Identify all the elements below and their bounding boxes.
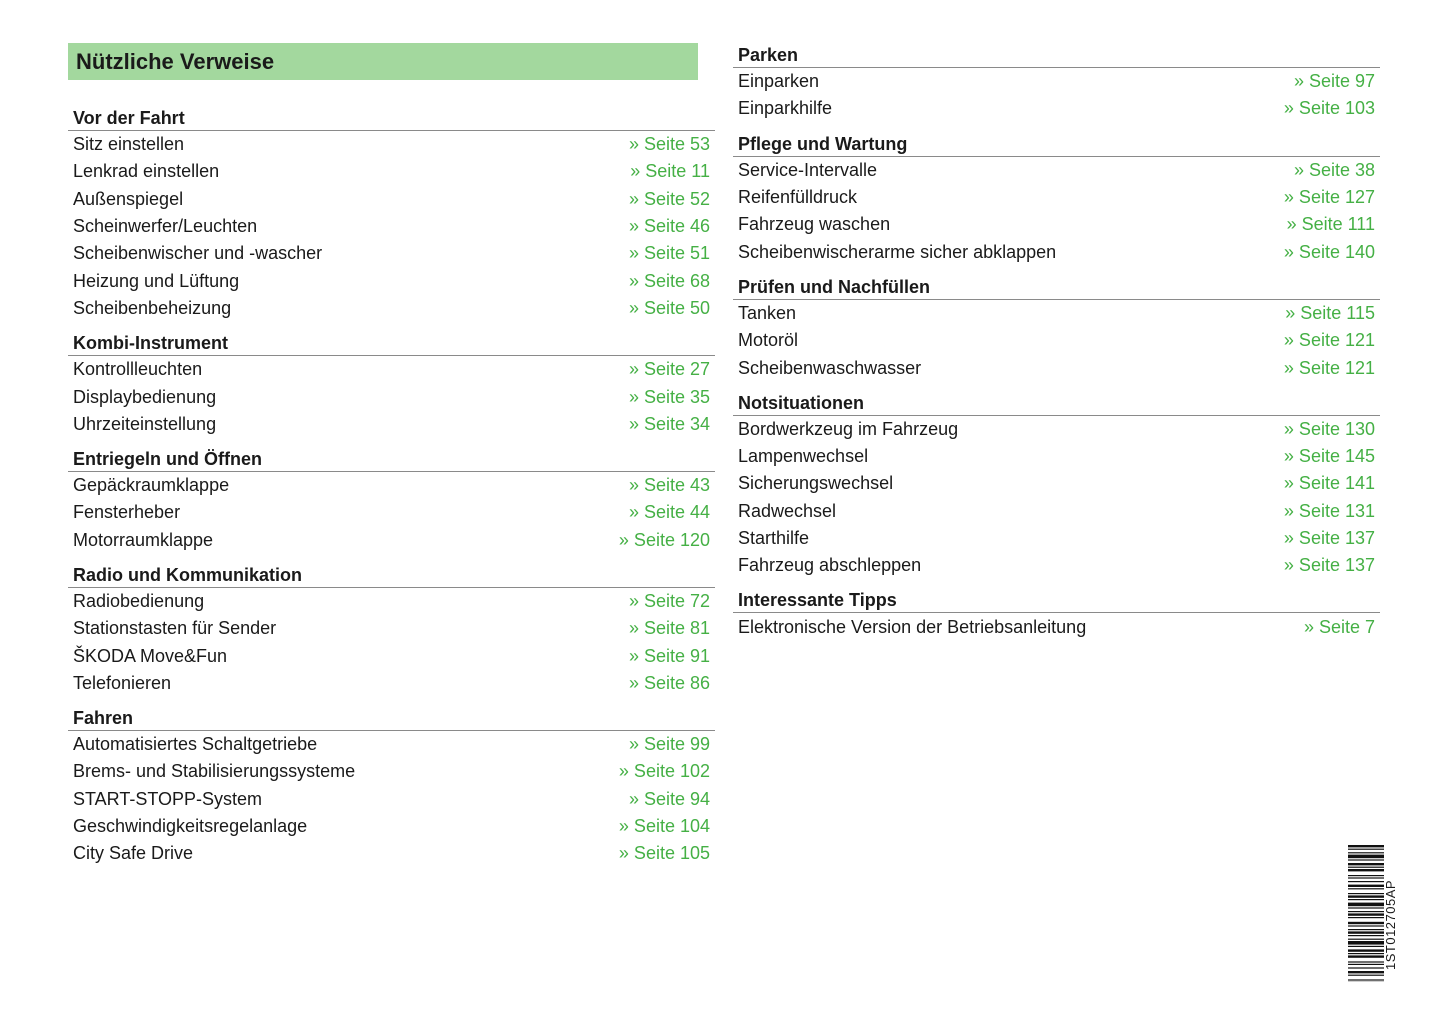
barcode-bar xyxy=(1348,979,1384,980)
page-reference-link[interactable]: » Seite 86 xyxy=(628,672,710,693)
item-label: Scheibenwischerarme sicher abklappen xyxy=(738,241,1057,262)
item-label: Fahrzeug abschleppen xyxy=(738,555,922,576)
list-item xyxy=(68,267,715,294)
barcode-bar xyxy=(1348,913,1384,915)
barcode-bar xyxy=(1348,867,1384,868)
barcode-bar xyxy=(1348,949,1384,951)
list-item xyxy=(68,527,715,554)
item-label: Scheinwerfer/Leuchten xyxy=(73,216,258,237)
item-label: Scheibenbeheizung xyxy=(73,297,232,318)
list-item xyxy=(733,354,1380,381)
item-label: Service-Intervalle xyxy=(738,159,878,180)
page-reference-link[interactable]: » Seite 102 xyxy=(618,761,710,782)
item-label: Telefonieren xyxy=(73,672,172,693)
item-label: Stationstasten für Sender xyxy=(73,618,277,639)
item-label: Scheibenwischer und -wascher xyxy=(73,243,323,264)
list-item xyxy=(733,68,1380,95)
barcode-number: 1ST012705AP xyxy=(1383,879,1398,970)
page-reference-link[interactable]: » Seite 137 xyxy=(1283,528,1375,548)
item-label: Automatisiertes Schaltgetriebe xyxy=(73,734,318,755)
page-reference-link[interactable]: » Seite 137 xyxy=(1283,555,1375,576)
section-pflege-und-wartung xyxy=(733,130,1380,266)
list-item xyxy=(733,552,1380,579)
item-label: Sicherungswechsel xyxy=(738,473,894,494)
item-label: Motoröl xyxy=(738,330,799,351)
barcode-bar xyxy=(1348,859,1384,860)
page-reference-link[interactable]: » Seite 127 xyxy=(1283,187,1375,208)
item-label: Fahrzeug waschen xyxy=(738,214,891,235)
list-item xyxy=(68,411,715,438)
barcode-bar xyxy=(1348,925,1384,926)
barcode-bar xyxy=(1348,917,1384,918)
list-item xyxy=(68,840,715,867)
page-reference-link[interactable]: » Seite 50 xyxy=(628,297,710,318)
barcode-bar xyxy=(1348,955,1384,957)
barcode-bar xyxy=(1348,922,1384,924)
section-heading: Prüfen und Nachfüllen xyxy=(733,273,1380,300)
section-heading: Pflege und Wartung xyxy=(733,130,1380,157)
barcode-bar xyxy=(1348,849,1384,850)
page-reference-link[interactable]: » Seite 11 xyxy=(630,161,710,182)
list-item xyxy=(68,786,715,813)
page-reference-link[interactable]: » Seite 140 xyxy=(1283,241,1375,262)
section-notsituationen xyxy=(733,389,1380,580)
list-item xyxy=(733,416,1380,443)
page-reference-link[interactable]: » Seite 52 xyxy=(628,188,710,209)
list-item xyxy=(733,525,1380,552)
page-reference-link[interactable]: » Seite 97 xyxy=(1293,71,1375,92)
page-reference-link[interactable]: » Seite 120 xyxy=(618,529,710,550)
list-item xyxy=(733,498,1380,525)
section-fahren xyxy=(68,704,715,867)
list-item xyxy=(733,95,1380,122)
item-label: Elektronische Version der Betriebsanleitung xyxy=(738,616,1087,637)
page-reference-link[interactable]: » Seite 141 xyxy=(1283,473,1375,494)
section-parken xyxy=(733,41,1380,123)
barcode-image xyxy=(1348,845,1384,982)
list-item xyxy=(733,184,1380,211)
page-reference-link[interactable]: » Seite 81 xyxy=(628,618,710,639)
barcode-bar xyxy=(1348,964,1384,965)
section-heading: Fahren xyxy=(68,704,715,731)
page-reference-link[interactable]: » Seite 72 xyxy=(628,591,710,611)
page-reference-link[interactable]: » Seite 44 xyxy=(628,502,710,523)
page-reference-link[interactable]: » Seite 51 xyxy=(628,243,710,264)
page-reference-link[interactable]: » Seite 121 xyxy=(1283,357,1375,378)
page-reference-link[interactable]: » Seite 104 xyxy=(618,816,710,837)
list-item xyxy=(733,470,1380,497)
item-label: Bordwerkzeug im Fahrzeug xyxy=(738,418,959,439)
section-heading: Radio und Kommunikation xyxy=(68,561,715,588)
item-label: Radwechsel xyxy=(738,500,837,521)
page-reference-link[interactable]: » Seite 121 xyxy=(1283,330,1375,351)
item-label: Gepäckraumklappe xyxy=(73,475,230,496)
item-label: Einparken xyxy=(738,71,820,92)
item-label: Tanken xyxy=(738,302,797,323)
item-label: Scheibenwaschwasser xyxy=(738,357,922,378)
barcode-bar xyxy=(1348,863,1384,865)
list-item xyxy=(733,300,1380,327)
list-item xyxy=(68,588,715,615)
item-label: Reifenfülldruck xyxy=(738,187,858,208)
page-reference-link[interactable]: » Seite 130 xyxy=(1283,418,1375,439)
list-item xyxy=(733,443,1380,470)
item-label: Starthilfe xyxy=(738,528,810,548)
item-label: City Safe Drive xyxy=(73,843,194,864)
list-item xyxy=(733,327,1380,354)
barcode-bar xyxy=(1348,931,1384,933)
list-item xyxy=(68,186,715,213)
page-reference-link[interactable]: » Seite 35 xyxy=(628,386,710,407)
section-vor-der-fahrt xyxy=(68,104,715,322)
barcode-bar xyxy=(1348,855,1384,859)
barcode-bar xyxy=(1348,961,1384,962)
list-item xyxy=(68,472,715,499)
page-reference-link[interactable]: » Seite 94 xyxy=(628,788,710,809)
list-item xyxy=(733,238,1380,265)
section-interessante-tipps xyxy=(733,586,1380,640)
item-label: Brems- und Stabilisierungssysteme xyxy=(73,761,356,782)
barcode-bar xyxy=(1348,941,1384,945)
list-item xyxy=(68,813,715,840)
page-reference-link[interactable]: » Seite 7 xyxy=(1303,616,1375,637)
item-label: Sitz einstellen xyxy=(73,134,185,155)
page-reference-link[interactable]: » Seite 145 xyxy=(1283,446,1375,467)
item-label: Kontrollleuchten xyxy=(73,359,203,380)
list-item xyxy=(68,731,715,758)
list-item xyxy=(68,615,715,642)
item-label: Lenkrad einstellen xyxy=(73,161,220,182)
page-reference-link[interactable]: » Seite 91 xyxy=(628,645,710,666)
page-title: Nützliche Verweise xyxy=(68,43,698,80)
page-reference-link[interactable]: » Seite 46 xyxy=(628,216,710,237)
list-item xyxy=(68,383,715,410)
page-reference-link[interactable]: » Seite 131 xyxy=(1283,500,1375,521)
barcode-bar xyxy=(1348,852,1384,853)
page-reference-link[interactable]: » Seite 38 xyxy=(1293,159,1375,180)
item-label: Einparkhilfe xyxy=(738,98,833,119)
item-label: Uhrzeiteinstellung xyxy=(73,413,217,434)
section-heading: Vor der Fahrt xyxy=(68,104,715,131)
list-item xyxy=(68,240,715,267)
barcode-bar xyxy=(1348,845,1384,847)
list-item xyxy=(733,613,1380,640)
barcode-bar xyxy=(1348,907,1384,908)
item-label: Displaybedienung xyxy=(73,386,217,407)
page-reference-link[interactable]: » Seite 68 xyxy=(628,270,710,291)
barcode-bar xyxy=(1348,881,1384,882)
barcode-bar xyxy=(1348,875,1384,876)
section-heading: Interessante Tipps xyxy=(733,586,1380,613)
list-item xyxy=(68,213,715,240)
section-heading: Kombi-Instrument xyxy=(68,329,715,356)
barcode-bar xyxy=(1348,953,1384,954)
item-label: Fensterheber xyxy=(73,502,181,523)
barcode-bar xyxy=(1348,939,1384,940)
item-label: Außenspiegel xyxy=(73,188,184,209)
section-heading: Parken xyxy=(733,41,1380,68)
item-label: ŠKODA Move&Fun xyxy=(73,645,228,666)
list-item xyxy=(68,356,715,383)
page-reference-link[interactable]: » Seite 27 xyxy=(628,359,710,380)
section-prufen-und-nachfullen xyxy=(733,273,1380,382)
barcode-bar xyxy=(1348,929,1384,930)
section-entriegeln-und-offnen xyxy=(68,445,715,554)
list-item xyxy=(68,642,715,669)
list-item xyxy=(68,295,715,322)
left-column xyxy=(68,104,715,868)
item-label: Radiobedienung xyxy=(73,591,205,611)
item-label: Lampenwechsel xyxy=(738,446,869,467)
barcode-bar xyxy=(1348,935,1384,936)
barcode-bar xyxy=(1348,967,1384,968)
barcode-bar xyxy=(1348,895,1384,897)
barcode-bar xyxy=(1348,885,1384,887)
page-reference-link[interactable]: » Seite 103 xyxy=(1283,98,1375,119)
section-heading: Entriegeln und Öffnen xyxy=(68,445,715,472)
barcode-bar xyxy=(1348,971,1384,973)
list-item xyxy=(68,499,715,526)
list-item xyxy=(68,158,715,185)
page-reference-link[interactable]: » Seite 34 xyxy=(628,413,710,434)
list-item xyxy=(733,157,1380,184)
item-label: START-STOPP-System xyxy=(73,788,263,809)
section-heading: Notsituationen xyxy=(733,389,1380,416)
section-kombi-instrument xyxy=(68,329,715,438)
page-reference-link[interactable]: » Seite 99 xyxy=(628,734,710,755)
barcode-bar xyxy=(1348,893,1384,894)
page-reference-link[interactable]: » Seite 53 xyxy=(628,134,710,155)
item-label: Geschwindigkeitsregelanlage xyxy=(73,816,308,837)
item-label: Motorraumklappe xyxy=(73,529,214,550)
list-item xyxy=(68,670,715,697)
item-label: Heizung und Lüftung xyxy=(73,270,240,291)
page-reference-link[interactable]: » Seite 43 xyxy=(628,475,710,496)
right-column xyxy=(733,41,1380,641)
barcode-bar xyxy=(1348,975,1384,976)
barcode-bar xyxy=(1348,899,1384,900)
page-reference-link[interactable]: » Seite 105 xyxy=(618,843,710,864)
section-radio-und-kommunikation xyxy=(68,561,715,697)
list-item xyxy=(733,211,1380,238)
page-reference-link[interactable]: » Seite 115 xyxy=(1285,302,1375,323)
barcode-bar xyxy=(1348,903,1384,907)
page-reference-link[interactable]: » Seite 111 xyxy=(1286,214,1375,235)
barcode-bar xyxy=(1348,911,1384,912)
list-item xyxy=(68,131,715,158)
barcode-bar xyxy=(1348,888,1384,889)
barcode-bar xyxy=(1348,869,1384,871)
barcode-bar xyxy=(1348,877,1384,878)
barcode-bar xyxy=(1348,946,1384,947)
list-item xyxy=(68,758,715,785)
